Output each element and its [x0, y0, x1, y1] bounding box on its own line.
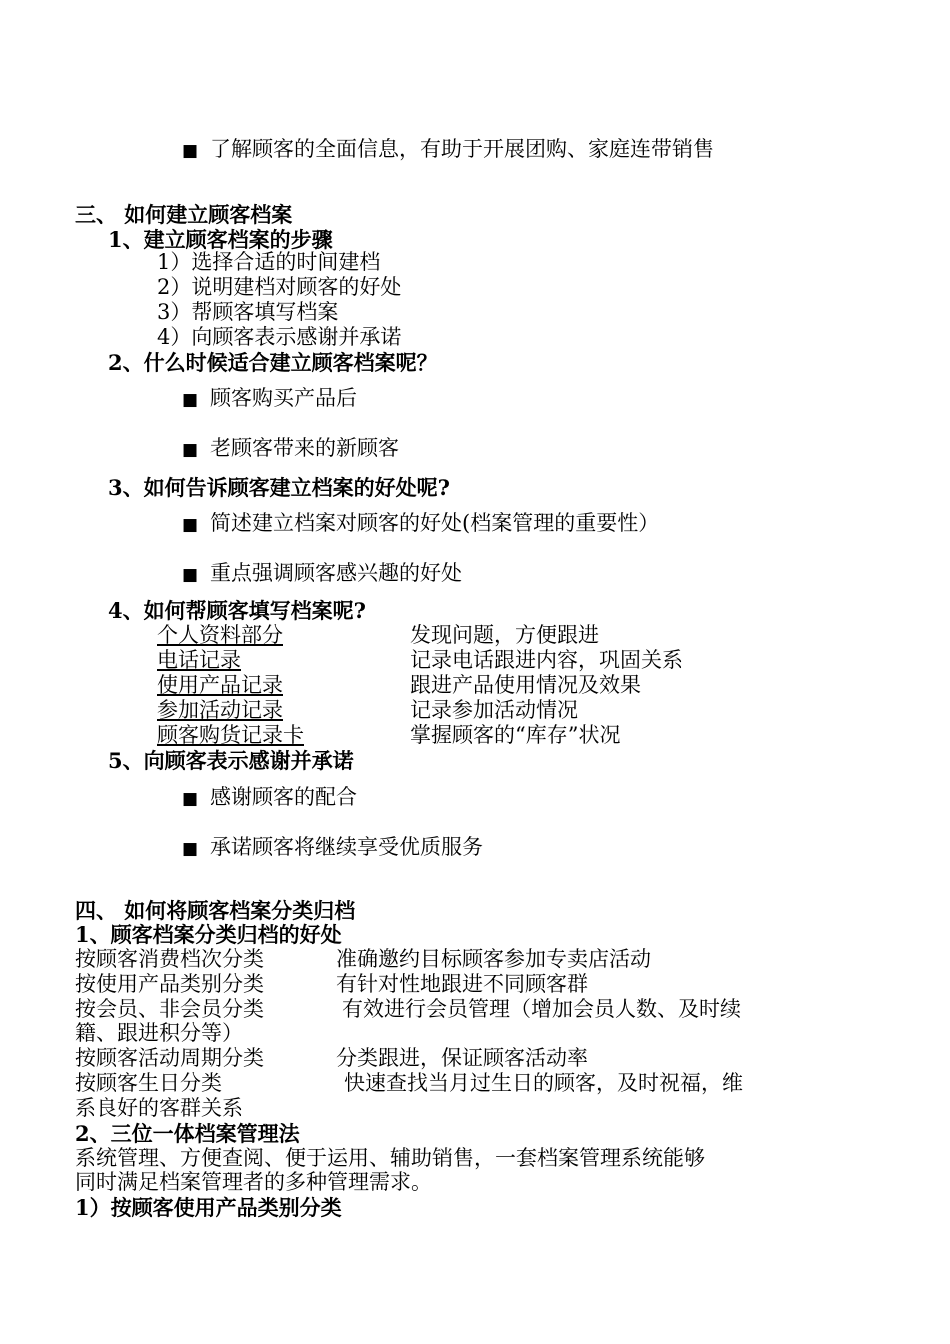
category-desc: 分类跟进，保证顾客活动率	[336, 1046, 588, 1070]
record-desc: 记录电话跟进内容，巩固关系	[410, 648, 683, 672]
step-item: 2）说明建档对顾客的好处	[157, 275, 402, 299]
record-item: 个人资料部分	[157, 623, 283, 647]
paragraph-line: 同时满足档案管理者的多种管理需求。	[75, 1170, 432, 1194]
subsection-heading: 1、建立顾客档案的步骤	[108, 227, 333, 252]
category-desc: 有针对性地跟进不同顾客群	[336, 972, 588, 996]
record-item: 使用产品记录	[157, 673, 283, 697]
category-desc: 快速查找当月过生日的顾客，及时祝福，维	[344, 1071, 743, 1095]
step-item: 3）帮顾客填写档案	[157, 300, 339, 324]
record-desc: 记录参加活动情况	[410, 698, 578, 722]
subsection-heading: 1）按顾客使用产品类别分类	[75, 1195, 342, 1220]
section-title: 三、 如何建立顾客档案	[75, 202, 293, 227]
category-desc-cont: 系良好的客群关系	[75, 1096, 243, 1120]
category-item: 按顾客生日分类	[75, 1071, 222, 1095]
bullet-item: ■ 重点强调顾客感兴趣的好处	[182, 561, 462, 588]
subsection-heading: 5、向顾客表示感谢并承诺	[108, 748, 354, 773]
subsection-heading: 1、顾客档案分类归档的好处	[75, 922, 342, 947]
category-item: 按顾客活动周期分类	[75, 1046, 264, 1070]
record-item: 参加活动记录	[157, 698, 283, 722]
bullet-item: ■ 顾客购买产品后	[182, 386, 357, 413]
subsection-heading: 2、什么时候适合建立顾客档案呢？	[108, 350, 438, 375]
record-item: 顾客购货记录卡	[157, 723, 304, 747]
record-desc: 发现问题，方便跟进	[410, 623, 599, 647]
step-item: 4）向顾客表示感谢并承诺	[157, 325, 402, 349]
bullet-item: ■ 了解顾客的全面信息，有助于开展团购、家庭连带销售	[182, 137, 714, 164]
record-desc: 跟进产品使用情况及效果	[410, 673, 641, 697]
step-item: 1）选择合适的时间建档	[157, 250, 381, 274]
category-desc: 有效进行会员管理（增加会员人数、及时续	[342, 997, 741, 1021]
category-item: 按使用产品类别分类	[75, 972, 264, 996]
subsection-heading: 3、如何告诉顾客建立档案的好处呢?	[108, 475, 450, 500]
record-item: 电话记录	[157, 648, 241, 672]
section-title: 四、 如何将顾客档案分类归档	[75, 898, 356, 923]
bullet-item: ■ 简述建立档案对顾客的好处(档案管理的重要性）	[182, 511, 659, 538]
bullet-item: ■ 老顾客带来的新顾客	[182, 436, 399, 463]
bullet-item: ■ 承诺顾客将继续享受优质服务	[182, 835, 483, 862]
bullet-item: ■ 感谢顾客的配合	[182, 785, 357, 812]
subsection-heading: 4、如何帮顾客填写档案呢?	[108, 598, 366, 623]
category-desc: 准确邀约目标顾客参加专卖店活动	[336, 947, 651, 971]
category-item: 按会员、非会员分类	[75, 997, 264, 1021]
subsection-heading: 2、三位一体档案管理法	[75, 1121, 300, 1146]
paragraph-line: 系统管理、方便查阅、便于运用、辅助销售，一套档案管理系统能够	[75, 1146, 705, 1170]
record-desc: 掌握顾客的“库存”状况	[410, 723, 621, 747]
category-item: 按顾客消费档次分类	[75, 947, 264, 971]
category-desc-cont: 籍、跟进积分等）	[75, 1021, 243, 1045]
